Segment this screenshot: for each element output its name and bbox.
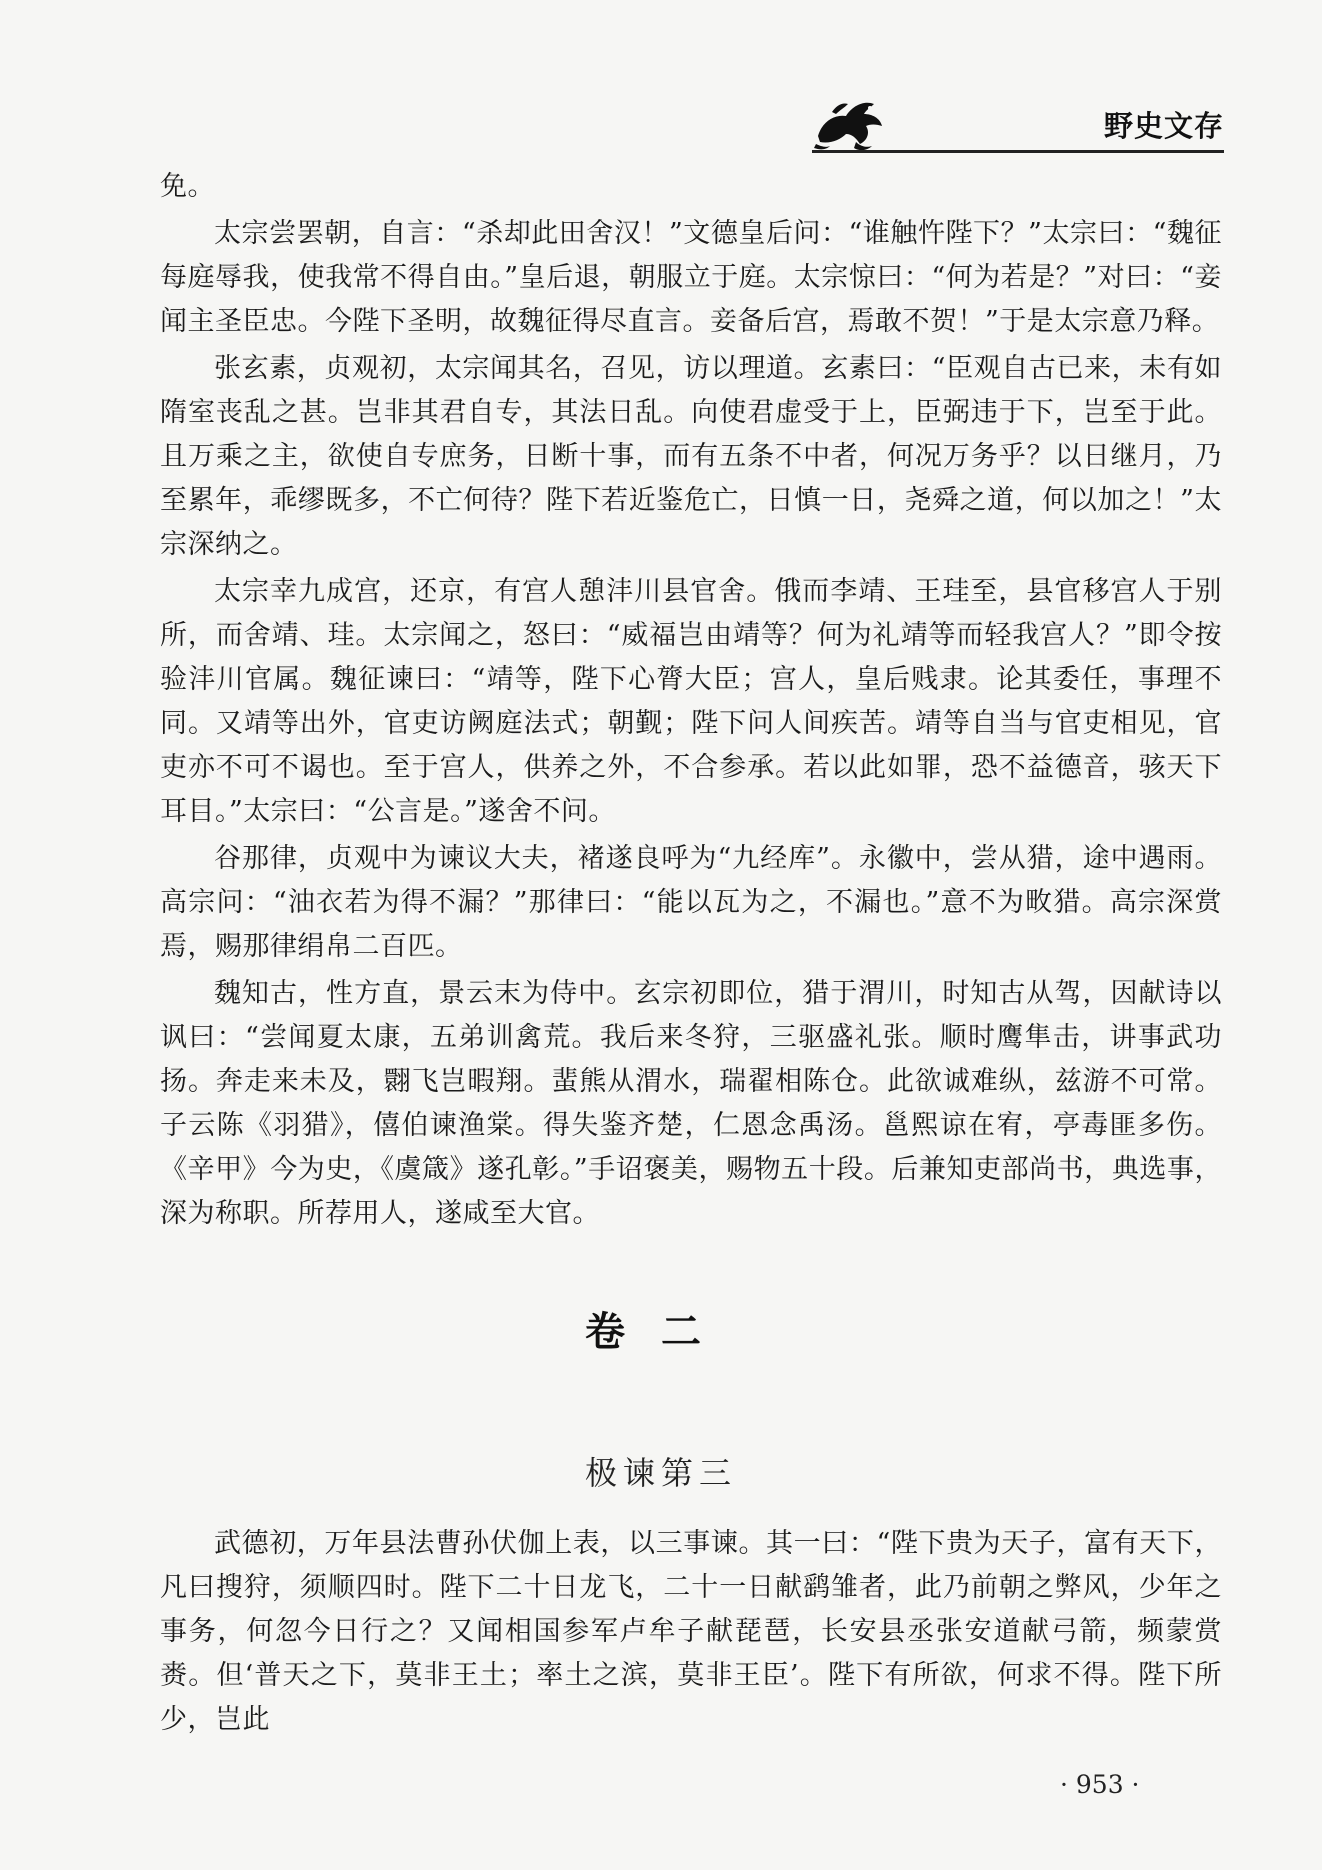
- paragraph: 太宗尝罢朝，自言：“杀却此田舍汉！”文德皇后问：“谁触忤陛下？”太宗曰：“魏征每庭辱我，使我常不得自由。”皇后退，朝服立于庭。太宗惊曰：“何为若是？”对曰：“妾闻主圣臣忠。今陛下圣明，故魏征得尽直言。妾备后宫，焉敢不贺！”于是太宗意乃释。: [160, 218, 1222, 337]
- paragraph: 谷那律，贞观中为谏议大夫，褚遂良呼为“九经库”。永徽中，尝从猎，途中遇雨。高宗问：“油衣若为得不漏？”那律曰：“能以瓦为之，不漏也。”意不为畋猎。高宗深赏焉，赐那律绢帛二百匹。: [160, 843, 1222, 962]
- paragraph: 免。: [160, 171, 215, 202]
- paragraph: 太宗幸九成宫，还京，有宫人憩沣川县官舍。俄而李靖、王珪至，县官移宫人于别所，而舍靖、珪。太宗闻之，怒曰：“威福岂由靖等？何为礼靖等而轻我宫人？”即令按验沣川官属。魏征谏曰：“靖等，陛下心膂大臣；宫人，皇后贱隶。论其委任，事理不同。又靖等出外，官吏访阙庭法式；朝觐；陛下问人间疾苦。靖等自当与官吏相见，官吏亦不可不谒也。至于宫人，供养之外，不合参承。若以此如罪，恐不益德音，骇天下耳目。”太宗曰：“公言是。”遂舍不问。: [160, 576, 1222, 827]
- page-number: · 953 ·: [1060, 1770, 1140, 1799]
- body-text-upper: [160, 165, 1222, 1236]
- header-rule: [812, 150, 1224, 153]
- running-header: [812, 92, 1224, 154]
- body-text-lower: [160, 1522, 1222, 1742]
- paragraph: 武德初，万年县法曹孙伏伽上表，以三事谏。其一曰：“陛下贵为天子，富有天下，凡曰搜狩，须顺四时。陛下二十日龙飞，二十一日献鹞雏者，此乃前朝之弊风，少年之事务，何忽今日行之？又闻相国参军卢牟子献琵琶，长安县丞张安道献弓箭，频蒙赏赉。但‘普天之下，莫非王土；率土之滨，莫非王臣’。陛下有所欲，何求不得。陛下所少，岂此: [160, 1528, 1222, 1735]
- chapter-title: 卷二: [585, 1309, 737, 1355]
- dragon-emblem-icon: [812, 92, 886, 152]
- paragraph: 魏知古，性方直，景云末为侍中。玄宗初即位，猎于渭川，时知古从驾，因献诗以讽曰：“尝闻夏太康，五弟训禽荒。我后来冬狩，三驱盛礼张。顺时鹰隼击，讲事武功扬。奔走来未及，翾飞岂暇翔。蜚熊从渭水，瑞翟相陈仓。此欲诚难纵，兹游不可常。子云陈《羽猎》，僖伯谏渔棠。得失鉴齐楚，仁恩念禹汤。邕熙谅在宥，亭毒匪多伤。《辛甲》今为史，《虞箴》遂孔彰。”手诏褒美，赐物五十段。后兼知吏部尚书，典选事，深为称职。所荐用人，遂咸至大官。: [160, 978, 1222, 1229]
- running-header-title: 野史文存: [1103, 109, 1224, 143]
- paragraph: 张玄素，贞观初，太宗闻其名，召见，访以理道。玄素曰：“臣观自古已来，未有如隋室丧乱之甚。岂非其君自专，其法日乱。向使君虚受于上，臣弼违于下，岂至于此。且万乘之主，欲使自专庶务，日断十事，而有五条不中者，何况万务乎？以日继月，乃至累年，乖缪既多，不亡何待？陛下若近鉴危亡，日慎一日，尧舜之道，何以加之！”太宗深纳之。: [160, 353, 1222, 560]
- section-title: 极谏第三: [584, 1454, 737, 1492]
